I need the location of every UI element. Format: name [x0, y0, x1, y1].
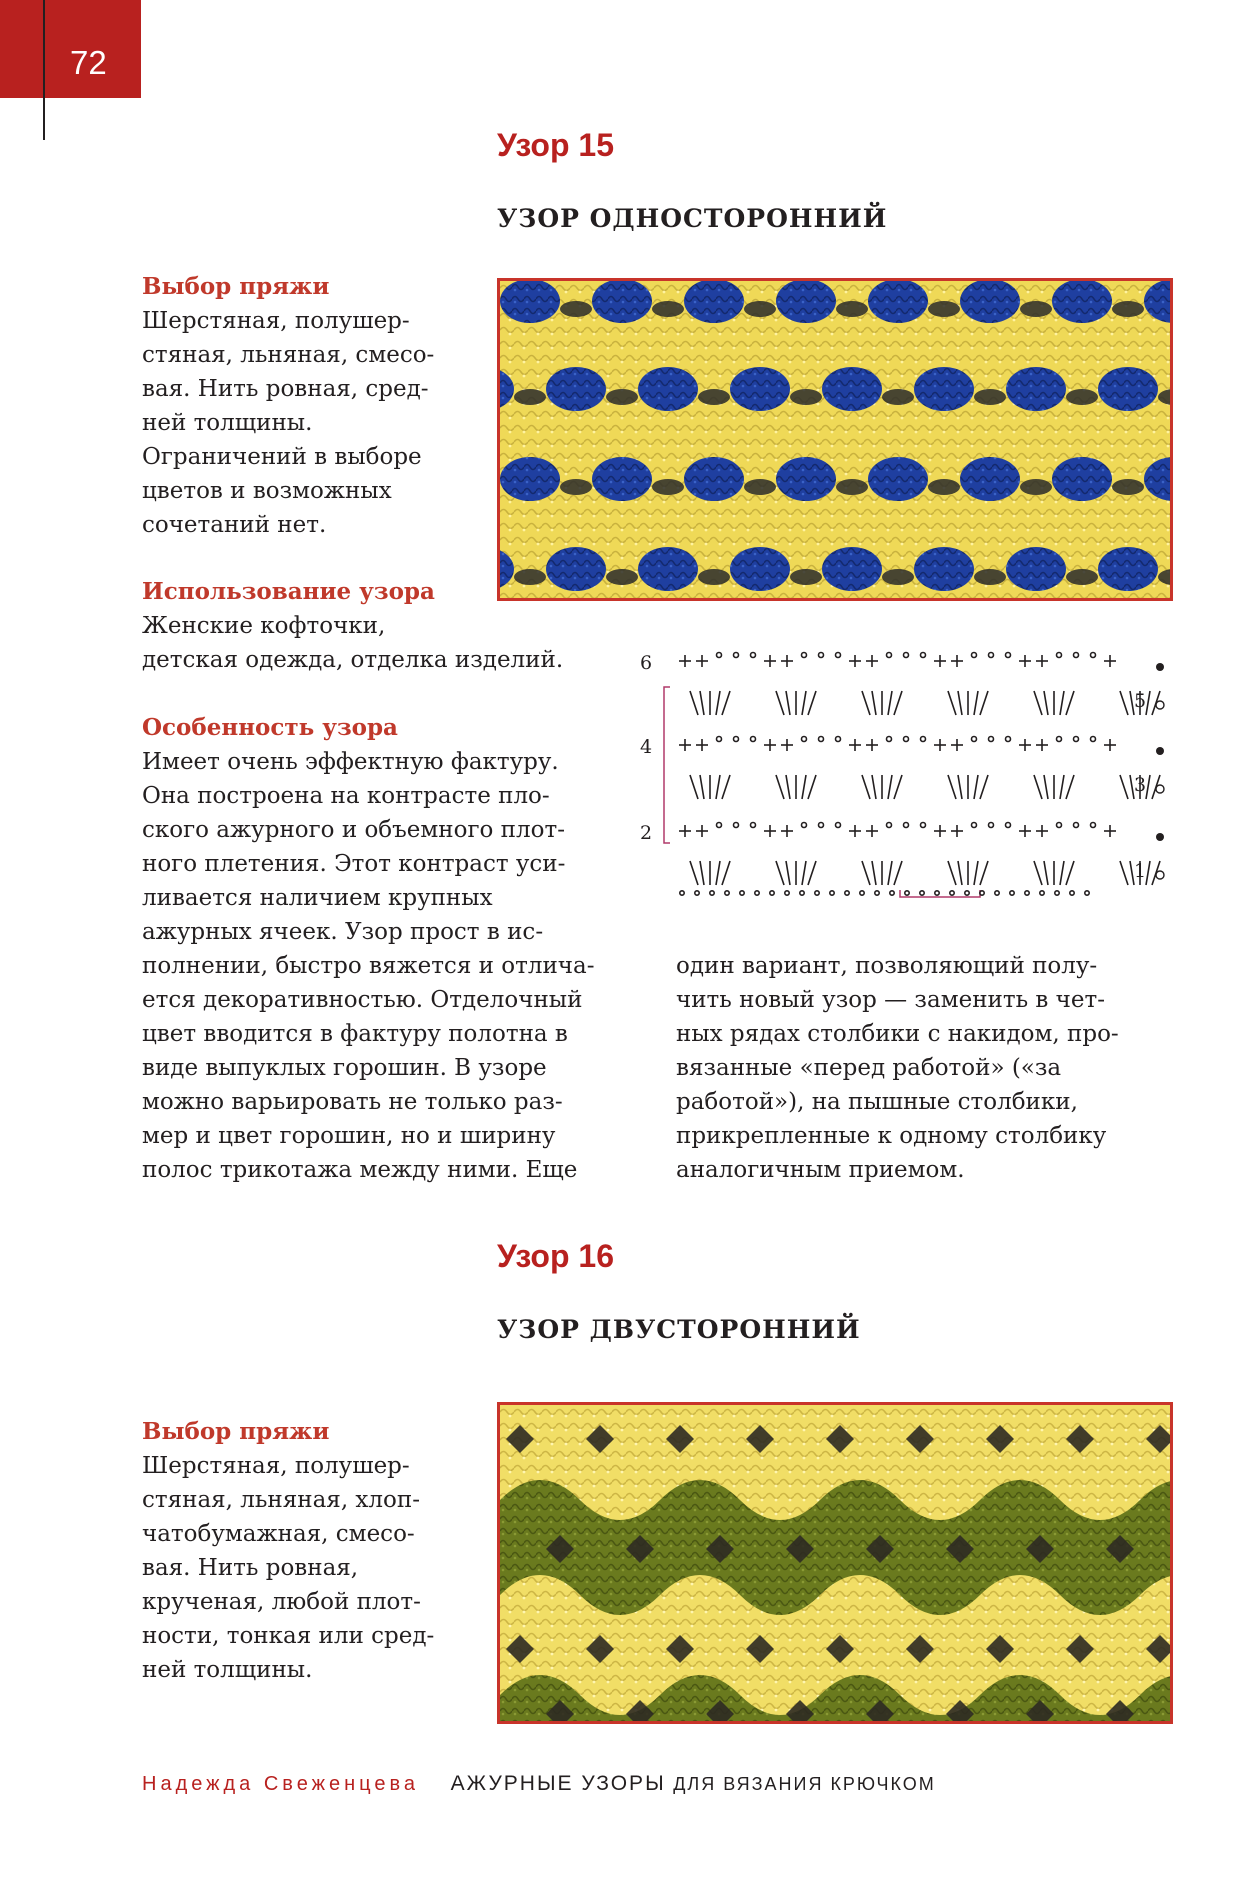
text-line: детская одежда, отделка изделий. [142, 647, 564, 673]
stitch-chain [980, 891, 984, 895]
stitch-fan [948, 861, 956, 885]
text-line: ного плетения. Этот контраст уси- [142, 851, 566, 877]
margin-rule [43, 0, 45, 140]
yarn-bobble [822, 367, 882, 411]
yarn-bobble [1098, 367, 1158, 411]
stitch-chain [904, 737, 909, 742]
text-line: Ограничений в выборе [142, 444, 422, 470]
stitch-chain [1074, 823, 1079, 828]
stitch-fan [888, 691, 892, 715]
stitch-fan [690, 861, 698, 885]
yarn-gap [836, 301, 868, 317]
stitch-fan [958, 775, 962, 799]
yarn-bobble [500, 281, 560, 323]
row-marker-ring [1156, 701, 1164, 709]
row-label: 4 [640, 736, 653, 758]
stitch-chain [740, 891, 744, 895]
yarn-gap [882, 569, 914, 585]
stitch-chain [717, 653, 722, 658]
text-line: Женские кофточки, [142, 613, 386, 639]
stitch-chain [751, 737, 756, 742]
yarn-bobble [592, 281, 652, 323]
stitch-fan [894, 861, 902, 885]
stitch-fan [958, 691, 962, 715]
pattern16-swatch-photo [497, 1402, 1173, 1724]
stitch-chain [800, 891, 804, 895]
stitch-fan [786, 691, 790, 715]
stitch-chain [819, 737, 824, 742]
stitch-chain [1040, 891, 1044, 895]
row-marker-dot [1156, 663, 1164, 671]
stitch-chain [887, 737, 892, 742]
stitch-fan [872, 691, 876, 715]
stitch-chain [905, 891, 909, 895]
yarn-gap [652, 301, 684, 317]
row-marker-ring [1156, 785, 1164, 793]
stitch-fan [802, 775, 806, 799]
stitch-fan [948, 775, 956, 799]
yarn-bobble [500, 457, 560, 501]
text-line: Она построена на контрасте пло- [142, 783, 550, 809]
stitch-fan [1146, 691, 1150, 715]
stitch-chain [1055, 891, 1059, 895]
stitch-chain [935, 891, 939, 895]
yarn-bobble [960, 281, 1020, 323]
yarn-gap [698, 389, 730, 405]
row-label: 2 [640, 822, 653, 844]
stitch-fan [974, 861, 978, 885]
text-line: вая. Нить ровная, [142, 1555, 359, 1581]
row-label: 3 [1134, 774, 1147, 796]
stitch-chain [904, 823, 909, 828]
stitch-chain [875, 891, 879, 895]
stitch-fan [690, 691, 698, 715]
stitch-fan [1120, 691, 1128, 715]
pattern16-title: Узор 16 [497, 1238, 614, 1274]
stitch-chain [887, 823, 892, 828]
stitch-fan [808, 775, 816, 799]
stitch-fan [716, 861, 720, 885]
text-line: ется декоративностью. Отделочный [142, 987, 583, 1013]
stitch-fan [1066, 861, 1074, 885]
stitch-chain [1085, 891, 1089, 895]
yarn-gap [790, 389, 822, 405]
yarn-bobble [1052, 281, 1112, 323]
text-line: сочетаний нет. [142, 512, 327, 538]
text-line: крученая, любой плот- [142, 1589, 421, 1615]
stitch-chain [995, 891, 999, 895]
stitch-fan [1034, 691, 1042, 715]
row-marker-ring [1156, 871, 1164, 879]
stitch-chain [989, 737, 994, 742]
pattern15-stitch-diagram [640, 645, 1180, 910]
text-line: вязанные «перед работой» («за [676, 1055, 1062, 1081]
text-line: ных рядах столбики с накидом, про- [676, 1021, 1119, 1047]
stitch-chain [972, 823, 977, 828]
stitch-chain [1010, 891, 1014, 895]
text-line: ливается наличием крупных [142, 885, 493, 911]
stitch-chain [921, 737, 926, 742]
pattern16-subtitle: УЗОР ДВУСТОРОННИЙ [497, 1315, 861, 1344]
stitch-chain [1091, 823, 1096, 828]
yarn-gap [974, 389, 1006, 405]
stitch-fan [786, 861, 790, 885]
yarn-bobble [1052, 457, 1112, 501]
stitch-fan [1034, 775, 1042, 799]
text-line: цветов и возможных [142, 478, 392, 504]
yarn-bobble [592, 457, 652, 501]
yarn-bobble [776, 457, 836, 501]
yarn-gap [514, 389, 546, 405]
stitch-chain [1057, 737, 1062, 742]
yarn-gap [744, 479, 776, 495]
yarn-gap [744, 301, 776, 317]
stitch-chain [717, 823, 722, 828]
pattern15-subtitle: УЗОР ОДНОСТОРОННИЙ [497, 204, 888, 233]
text-line: ней толщины. [142, 410, 313, 436]
stitch-chain [1091, 653, 1096, 658]
yarn-bobble [684, 281, 744, 323]
pattern15-swatch-photo [497, 278, 1173, 601]
stitch-fan [1120, 861, 1128, 885]
stitch-chain [950, 891, 954, 895]
stitch-fan [700, 775, 704, 799]
stitch-chain [1074, 737, 1079, 742]
repeat-bracket [664, 687, 670, 843]
yarn-bobble [914, 547, 974, 591]
stitch-fan [872, 861, 876, 885]
stitch-chain [1006, 823, 1011, 828]
yarn-bobble [638, 367, 698, 411]
stitch-fan [722, 775, 730, 799]
yarn-gap [514, 569, 546, 585]
yarn-gap [1020, 301, 1052, 317]
yarn-bobble [960, 457, 1020, 501]
yarn-bobble [1098, 547, 1158, 591]
stitch-chain [860, 891, 864, 895]
stitch-fan [888, 775, 892, 799]
pattern15-feature-heading: Особенность узора [142, 714, 398, 741]
stitch-chain [972, 653, 977, 658]
stitch-fan [700, 691, 704, 715]
text-line: стяная, льняная, смесо- [142, 342, 435, 368]
stitch-fan [776, 861, 784, 885]
stitch-fan [948, 691, 956, 715]
footer-book-title-sub: ДЛЯ ВЯЗАНИЯ КРЮЧКОМ [673, 1774, 936, 1794]
pattern15-feature-section [142, 711, 662, 1187]
yarn-gap [790, 569, 822, 585]
text-line: ского ажурного и объемного плот- [142, 817, 565, 843]
stitch-chain [890, 891, 894, 895]
stitch-fan [862, 691, 870, 715]
pattern15-usage-heading: Использование узора [142, 578, 435, 605]
stitch-chain [819, 653, 824, 658]
yarn-bobble [868, 457, 928, 501]
stitch-chain [802, 823, 807, 828]
footer-author: Надежда Свеженцева [142, 1773, 420, 1795]
stitch-chain [1091, 737, 1096, 742]
stitch-chain [887, 653, 892, 658]
text-line: вая. Нить ровная, сред- [142, 376, 429, 402]
stitch-chain [1074, 653, 1079, 658]
stitch-fan [1146, 775, 1150, 799]
text-line: виде выпуклых горошин. В узоре [142, 1055, 547, 1081]
page-number: 72 [70, 44, 107, 81]
pattern16-swatch-image [500, 1405, 1170, 1721]
stitch-chain [1057, 823, 1062, 828]
pattern15-title: Узор 15 [497, 127, 614, 163]
stitch-fan [980, 775, 988, 799]
stitch-fan [980, 691, 988, 715]
yarn-gap [928, 479, 960, 495]
stitch-chain [904, 653, 909, 658]
stitch-chain [770, 891, 774, 895]
stitch-fan [1044, 691, 1048, 715]
stitch-chain [989, 653, 994, 658]
stitch-chain [921, 653, 926, 658]
yarn-gap [882, 389, 914, 405]
row-marker-dot [1156, 833, 1164, 841]
stitch-chain [802, 737, 807, 742]
stitch-chain [680, 891, 684, 895]
yarn-gap [1112, 479, 1144, 495]
yarn-bobble [546, 367, 606, 411]
stitch-fan [786, 775, 790, 799]
stitch-fan [802, 691, 806, 715]
stitch-fan [1060, 691, 1064, 715]
text-line: стяная, льняная, хлоп- [142, 1487, 420, 1513]
text-line: Имеет очень эффектную фактуру. [142, 749, 559, 775]
stitch-fan [808, 691, 816, 715]
yarn-bobble [684, 457, 744, 501]
stitch-fan [700, 861, 704, 885]
stitch-fan [1034, 861, 1042, 885]
stitch-chain [710, 891, 714, 895]
stitch-chain [785, 891, 789, 895]
text-line: чатобумажная, смесо- [142, 1521, 415, 1547]
stitch-chain [751, 823, 756, 828]
text-line: ней толщины. [142, 1657, 313, 1683]
stitch-chain [751, 653, 756, 658]
stitch-fan [1044, 861, 1048, 885]
yarn-bobble [1006, 367, 1066, 411]
stitch-fan [802, 861, 806, 885]
yarn-bobble [914, 367, 974, 411]
text-line: полос трикотажа между ними. Еще [142, 1157, 578, 1183]
stitch-chain [802, 653, 807, 658]
stitch-fan [1066, 691, 1074, 715]
stitch-fan [958, 861, 962, 885]
stitch-chain [725, 891, 729, 895]
page-number-tab [0, 0, 141, 98]
stitch-fan [894, 775, 902, 799]
yarn-gap [1112, 301, 1144, 317]
pattern15-continuation [676, 949, 1176, 1187]
pattern16-yarn-heading: Выбор пряжи [142, 1418, 330, 1445]
stitch-chain [1057, 653, 1062, 658]
text-line: ажурных ячеек. Узор прост в ис- [142, 919, 544, 945]
stitch-fan [716, 691, 720, 715]
stitch-chain [965, 891, 969, 895]
stitch-fan [974, 775, 978, 799]
stitch-fan [980, 861, 988, 885]
row-marker-dot [1156, 747, 1164, 755]
yarn-gap [1066, 389, 1098, 405]
page-footer [142, 1772, 936, 1796]
stitch-fan [888, 861, 892, 885]
text-line: цвет вводится в фактуру полотна в [142, 1021, 568, 1047]
stitch-fan [776, 775, 784, 799]
text-line: чить новый узор — заменить в чет- [676, 987, 1105, 1013]
stitch-fan [872, 775, 876, 799]
stitch-fan [776, 691, 784, 715]
yarn-gap [974, 569, 1006, 585]
stitch-fan [1044, 775, 1048, 799]
stitch-chain [920, 891, 924, 895]
stitch-chain [1006, 737, 1011, 742]
text-line: один вариант, позволяющий полу- [676, 953, 1098, 979]
text-line: Шерстяная, полушер- [142, 1453, 410, 1479]
stitch-fan [974, 691, 978, 715]
stitch-chain [845, 891, 849, 895]
stitch-fan [862, 775, 870, 799]
stitch-chain [989, 823, 994, 828]
stitch-chain [972, 737, 977, 742]
yarn-gap [560, 479, 592, 495]
stitch-chain [1025, 891, 1029, 895]
row-label: 5 [1134, 690, 1147, 712]
stitch-fan [1120, 775, 1128, 799]
stitch-chain [836, 823, 841, 828]
stitch-chain [830, 891, 834, 895]
yarn-gap [606, 569, 638, 585]
text-line: работой»), на пышные столбики, [676, 1089, 1078, 1115]
stitch-fan [716, 775, 720, 799]
yarn-gap [606, 389, 638, 405]
stitch-fan [894, 691, 902, 715]
yarn-bobble [822, 547, 882, 591]
stitch-chain [695, 891, 699, 895]
yarn-gap [1066, 569, 1098, 585]
stitch-chain [1070, 891, 1074, 895]
stitch-chain [836, 737, 841, 742]
text-line: полнении, быстро вяжется и отлича- [142, 953, 595, 979]
yarn-gap [1020, 479, 1052, 495]
stitch-chain [734, 823, 739, 828]
stitch-chain [755, 891, 759, 895]
text-line: аналогичным приемом. [676, 1157, 965, 1183]
text-line: ности, тонкая или сред- [142, 1623, 435, 1649]
stitch-fan [1060, 861, 1064, 885]
pattern15-yarn-heading: Выбор пряжи [142, 273, 330, 300]
row-label: 1 [1134, 860, 1147, 882]
text-line: Шерстяная, полушер- [142, 308, 410, 334]
stitch-fan [862, 861, 870, 885]
yarn-bobble [730, 547, 790, 591]
yarn-bobble [730, 367, 790, 411]
yarn-gap [836, 479, 868, 495]
yarn-gap [698, 569, 730, 585]
stitch-chain [815, 891, 819, 895]
text-line: мер и цвет горошин, но и ширину [142, 1123, 556, 1149]
stitch-chain [836, 653, 841, 658]
yarn-gap [652, 479, 684, 495]
yarn-bobble [868, 281, 928, 323]
stitch-fan [690, 775, 698, 799]
stitch-fan [722, 861, 730, 885]
yarn-gap [928, 301, 960, 317]
text-line: можно варьировать не только раз- [142, 1089, 563, 1115]
text-line: прикрепленные к одному столбику [676, 1123, 1107, 1149]
row-label: 6 [640, 652, 653, 674]
yarn-gap [560, 301, 592, 317]
pattern15-swatch-image [500, 281, 1170, 598]
stitch-fan [1146, 861, 1150, 885]
stitch-chain [1006, 653, 1011, 658]
stitch-chain [734, 653, 739, 658]
yarn-bobble [546, 547, 606, 591]
stitch-chain [717, 737, 722, 742]
stitch-chain [734, 737, 739, 742]
footer-book-title [451, 1773, 936, 1795]
yarn-bobble [776, 281, 836, 323]
stitch-fan [1066, 775, 1074, 799]
stitch-fan [1060, 775, 1064, 799]
stitch-fan [722, 691, 730, 715]
yarn-bobble [638, 547, 698, 591]
yarn-bobble [1006, 547, 1066, 591]
footer-book-title-main: АЖУРНЫЕ УЗОРЫ [450, 1772, 666, 1795]
stitch-chain [819, 823, 824, 828]
stitch-chain [921, 823, 926, 828]
stitch-fan [808, 861, 816, 885]
